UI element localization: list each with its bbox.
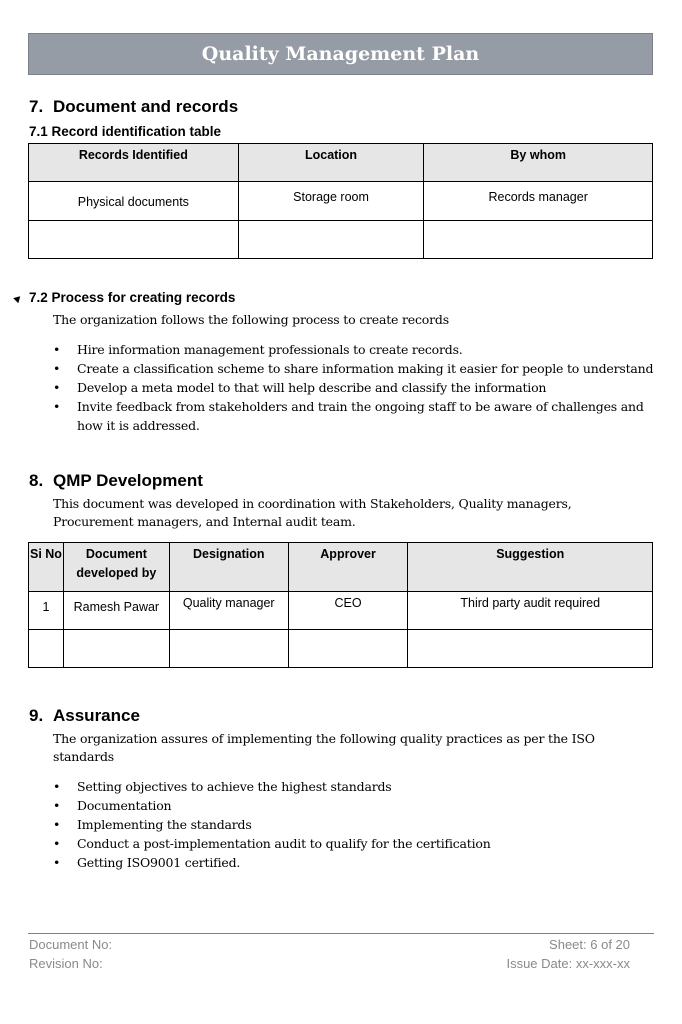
list-item: • Setting objectives to achieve the highest standards [53,779,392,794]
section-number: 9. [29,706,44,725]
table-cell: Storage room [238,182,424,221]
list-item: • Implementing the standards [53,817,252,832]
list-item: • Conduct a post-implementation audit to qualify for the certification [53,836,491,851]
column-header: Suggestion [408,543,653,592]
assurance-bullet-list [53,777,658,872]
table-header-row [29,144,653,182]
bullet-icon: • [53,779,61,794]
table-cell: CEO [288,592,408,630]
table-cell [29,630,64,668]
section-9-heading [29,706,140,726]
table-header-row [29,543,653,592]
section-8-intro: This document was developed in coordination with Stakeholders, Quality managers, Procurement managers, and Internal audit team. [53,496,572,529]
table-cell: 1 [29,592,64,630]
record-identification-table [28,143,653,259]
table-row [29,221,653,259]
footer-issue-date: Issue Date: xx-xxx-xx [506,956,630,971]
table-cell [238,221,424,259]
column-header: By whom [424,144,653,182]
section-9-intro: The organization assures of implementing the following quality practices as per the ISO standards [53,731,595,764]
process-bullet-list [53,340,658,435]
table-cell: Records manager [424,182,653,221]
table-row [29,182,653,221]
column-header: Designation [169,543,288,592]
column-header: Si No [29,543,64,592]
subsection-7-2-intro: The organization follows the following process to create records [53,312,449,327]
section-8-heading [29,471,203,491]
section-title: Assurance [53,706,140,725]
table-cell [169,630,288,668]
bullet-icon: • [53,798,61,813]
list-item: • Hire information management professionals to create records. [53,342,463,357]
subsection-7-2-heading: 7.2 Process for creating records [29,290,236,305]
bullet-icon: • [53,380,61,395]
table-cell [288,630,408,668]
section-7-heading [29,97,238,117]
collapse-heading-icon[interactable] [13,294,23,304]
bullet-icon: • [53,817,61,832]
footer-divider [28,933,654,934]
qmp-development-table [28,542,653,668]
subsection-7-1-heading: 7.1 Record identification table [29,124,222,139]
table-cell [408,630,653,668]
list-item: • Develop a meta model to that will help describe and classify the information [53,380,547,395]
section-number: 7. [29,97,44,116]
column-header: Location [238,144,424,182]
table-cell: Third party audit required [408,592,653,630]
table-cell [29,221,239,259]
document-title-banner [28,33,653,75]
bullet-icon: • [53,342,61,357]
bullet-icon: • [53,855,61,870]
section-number: 8. [29,471,44,490]
table-cell [63,630,169,668]
column-header: Document developed by [63,543,169,592]
footer-revision-no: Revision No: [29,956,103,971]
table-cell [424,221,653,259]
list-item: • Getting ISO9001 certified. [53,855,241,870]
section-title: Document and records [53,97,239,116]
footer-document-no: Document No: [29,937,113,952]
table-cell: Physical documents [29,182,239,221]
bullet-icon: • [53,399,61,414]
document-title: Quality Management Plan [201,43,480,65]
table-row [29,630,653,668]
bullet-icon: • [53,836,61,851]
column-header: Records Identified [29,144,239,182]
section-title: QMP Development [53,471,203,490]
footer-sheet-number: Sheet: 6 of 20 [549,937,630,952]
list-item: • Invite feedback from stakeholders and train the ongoing staff to be aware of challenges and how it is addressed. [53,399,644,433]
table-cell: Quality manager [169,592,288,630]
table-cell: Ramesh Pawar [63,592,169,630]
column-header: Approver [288,543,408,592]
list-item: • Create a classification scheme to share information making it easier for people to understand [53,361,654,376]
list-item: • Documentation [53,798,172,813]
table-row [29,592,653,630]
bullet-icon: • [53,361,61,376]
